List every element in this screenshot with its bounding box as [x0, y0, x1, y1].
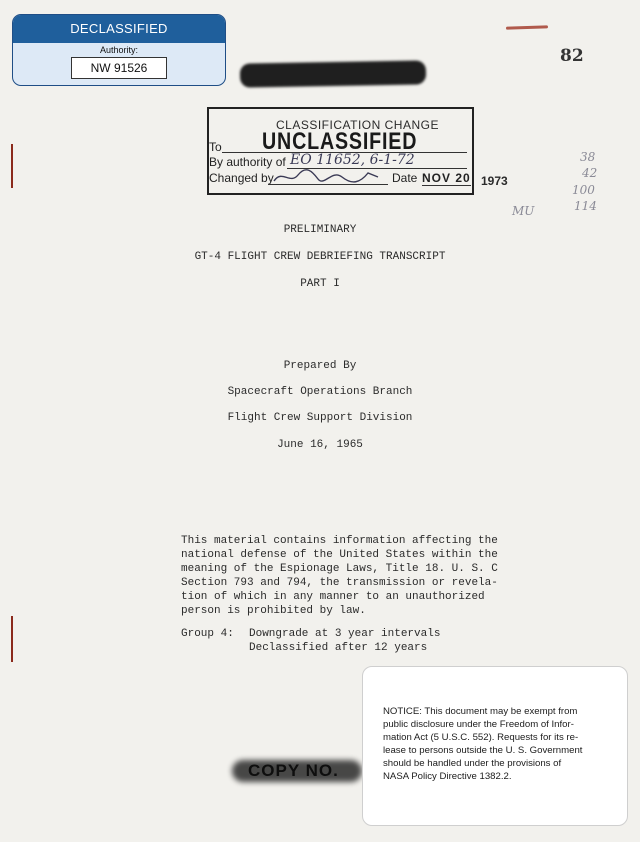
notice-line: mation Act (5 U.S.C. 552). Requests for its re- — [383, 732, 579, 743]
authority-line-label: By authority of — [209, 155, 286, 169]
margin-note-2: 42 — [582, 166, 598, 180]
notice-line: lease to persons outside the U. S. Government — [383, 745, 583, 756]
heading-title: GT-4 FLIGHT CREW DEBRIEFING TRANSCRIPT — [194, 251, 446, 263]
warning-line: Section 793 and 794, the transmission or revela- — [181, 577, 498, 589]
espionage-warning — [181, 534, 521, 618]
left-binding-mark — [11, 144, 13, 188]
left-binding-mark — [11, 616, 13, 662]
warning-line: national defense of the United States within the — [181, 549, 498, 561]
unclassified-stamp: UNCLASSIFIED — [262, 128, 418, 155]
redaction-bar — [240, 60, 426, 87]
heading-part: PART I — [300, 278, 340, 290]
notice-line: should be handled under the provisions of — [383, 758, 562, 769]
declassified-title: DECLASSIFIED — [13, 15, 225, 43]
warning-line: tion of which in any manner to an unauthorized — [181, 591, 485, 603]
notice-line: NASA Policy Directive 1382.2. — [383, 771, 512, 782]
group-label: Group 4: — [181, 628, 234, 640]
group-line-2: Declassified after 12 years — [249, 642, 428, 654]
date-value: NOV 20 — [422, 171, 471, 185]
initials: MU — [512, 204, 535, 218]
prepared-branch: Spacecraft Operations Branch — [227, 386, 413, 398]
warning-line: This material contains information affecting the — [181, 535, 498, 547]
margin-note-3: 100 — [572, 183, 595, 197]
margin-note-1: 38 — [580, 150, 596, 164]
classification-change-title: CLASSIFICATION CHANGE — [276, 118, 439, 132]
authority-handwritten: EO 11652, 6-1-72 — [290, 152, 415, 168]
authority-label: Authority: — [99, 45, 139, 55]
declassified-stamp — [12, 14, 226, 86]
prepared-division: Flight Crew Support Division — [227, 412, 413, 424]
prepared-by-label: Prepared By — [283, 360, 357, 372]
signature — [272, 167, 382, 187]
notice-line: public disclosure under the Freedom of Infor- — [383, 719, 574, 730]
prepared-date: June 16, 1965 — [277, 439, 363, 451]
warning-line: person is prohibited by law. — [181, 605, 366, 617]
foia-notice-box — [362, 666, 628, 826]
notice-line: NOTICE: This document may be exempt from — [383, 706, 578, 717]
changed-by-label: Changed by — [209, 171, 274, 185]
date-label: Date — [392, 171, 418, 185]
red-ink-mark — [506, 25, 548, 29]
to-label: To — [209, 140, 222, 154]
copy-number-label: COPY NO. — [248, 761, 339, 780]
page-number: 82 — [560, 46, 584, 66]
year-stamp: 1973 — [481, 174, 508, 188]
group-line-1: Downgrade at 3 year intervals — [249, 628, 441, 640]
authority-value: NW 91526 — [71, 57, 167, 79]
heading-preliminary: PRELIMINARY — [283, 224, 357, 236]
margin-note-4: 114 — [574, 199, 597, 213]
warning-line: meaning of the Espionage Laws, Title 18. U. S. C — [181, 563, 498, 575]
